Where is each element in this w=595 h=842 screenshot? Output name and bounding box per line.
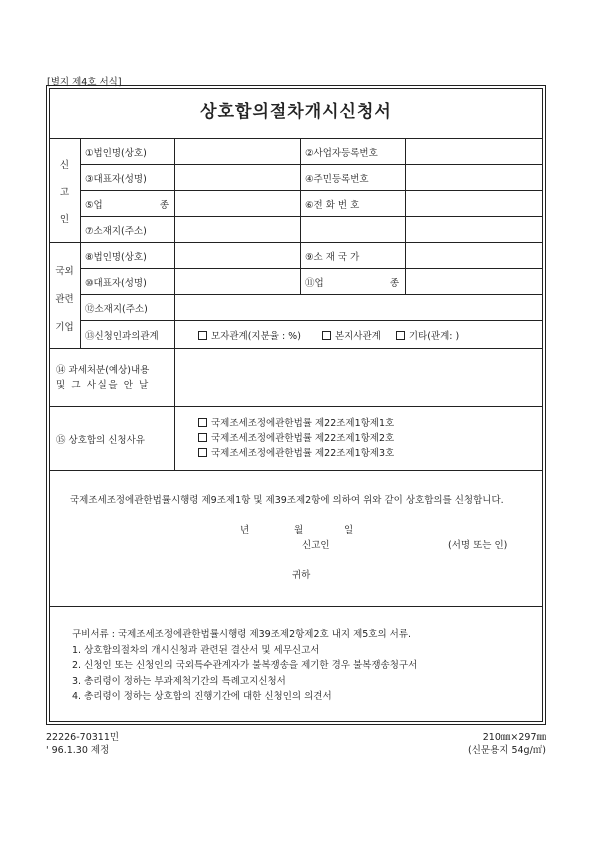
phone-field[interactable] [406,191,542,215]
tax-disposition-field[interactable] [175,349,542,405]
foreign-rep-label: ⑩대표자(성명) [85,278,147,289]
foreign-address-label: ⑫소재지(주소) [85,304,148,315]
checkbox[interactable] [198,448,207,457]
footer-left [46,731,119,757]
foreign-business-field[interactable] [406,269,542,293]
reason-option-3[interactable]: 국제조세조정에관한법률 제22조제1항제3호 [198,446,394,461]
checkbox[interactable] [198,331,207,340]
reason-label: ⑮ 상호합의 신청사유 [56,435,145,446]
foreign-address-field[interactable] [175,295,542,319]
foreign-corp-name-label: ⑧법인명(상호) [85,252,147,263]
col-group [80,138,81,348]
sign-note: (서명 또는 인) [448,540,508,551]
corp-name-field[interactable] [175,139,299,163]
relation-option-parent[interactable]: 모자관계(지분율 : %) [198,331,301,342]
form-title: 상호합의절차개시신청서 [200,102,392,122]
attachment-item: 3. 총리령이 정하는 부과제척기간의 특례고지신청서 [72,675,286,687]
reason-options [198,416,394,461]
biz-reg-field[interactable] [406,139,542,163]
checkbox[interactable] [198,418,207,427]
relation-option-branch[interactable]: 본지사관계 [322,331,381,342]
business-field[interactable] [175,191,299,215]
foreign-group-label: 국외 관련 기업 [55,266,74,333]
foreign-country-field[interactable] [406,243,542,267]
date-month: 월 [294,525,304,536]
rule-b3 [80,320,543,321]
foreign-rep-field[interactable] [175,269,299,293]
attachment-item: 2. 신청인 또는 신청인의 국외특수관계자가 불복쟁송을 제기한 경우 불복쟁송청구서 [72,660,418,671]
application-statement: 국제조세조정에관한법률시행령 제9조제1항 및 제39조제2항에 의하여 위와 같이 상호합의를 신청합니다. [70,495,504,506]
rule-section5 [49,606,543,607]
applicant-group-label: 신 고 인 [59,160,70,225]
form-code: 22226-70311민 [46,732,120,743]
attachment-item: 4. 총리령이 정하는 상호합의 진행기간에 대한 신청인의 의견서 [72,691,332,702]
reason-option-1[interactable]: 국제조세조정에관한법률 제22조제1항제1호 [198,416,394,431]
attachment-list [72,627,417,705]
foreign-corp-name-field[interactable] [175,243,299,267]
tax-disposition-label: ⑭ 과세처분(예상)내용 및 그 사실을 안 날 [56,365,150,391]
date-day: 일 [344,525,354,536]
attachment-heading: 구비서류 : 국제조세조정에관한법률시행령 제39조제2항제2호 내지 제5호의 서류. [72,629,412,640]
relation-options [198,328,459,342]
col-mid-b [300,242,301,294]
resident-no-field[interactable] [406,165,542,189]
rep-field[interactable] [175,165,299,189]
corp-name-label: ①법인명(상호) [85,148,147,159]
date-year: 년 [240,525,250,536]
business-label: ⑤업 종 [85,200,169,211]
enacted-date: ' 96.1.30 제정 [46,745,110,756]
relation-option-other[interactable]: 기타(관계: ) [396,331,459,342]
biz-reg-label: ②사업자등록번호 [305,148,378,159]
rule-section4 [49,470,543,471]
relation-label: ⑬신청인과의관계 [85,331,159,342]
addressee: 귀하 [292,570,311,581]
foreign-business-label: ⑪업 종 [305,278,399,289]
rule-section3 [49,406,543,407]
checkbox[interactable] [198,433,207,442]
paper-type: (신문용지 54g/㎡) [468,745,546,756]
applicant-sign-label: 신고인 [302,540,330,551]
col-reason [174,406,175,470]
address-label: ⑦소재지(주소) [85,226,147,237]
checkbox[interactable] [396,331,405,340]
checkbox[interactable] [322,331,331,340]
resident-no-label: ④주민등록번호 [305,174,369,185]
address-field[interactable] [175,217,542,241]
foreign-country-label: ⑨소 재 국 가 [305,252,360,263]
reason-option-2[interactable]: 국제조세조정에관한법률 제22조제1항제2호 [198,431,394,446]
attachment-item: 1. 상호합의절차의 개시신청과 관련된 결산서 및 세무신고서 [72,644,320,656]
rep-label: ③대표자(성명) [85,174,147,185]
paper-size: 210㎜×297㎜ [482,732,546,743]
footer-right [468,731,546,757]
phone-label: ⑥전 화 번 호 [305,200,360,211]
form-number: [별지 제4호 서식] [47,77,122,88]
